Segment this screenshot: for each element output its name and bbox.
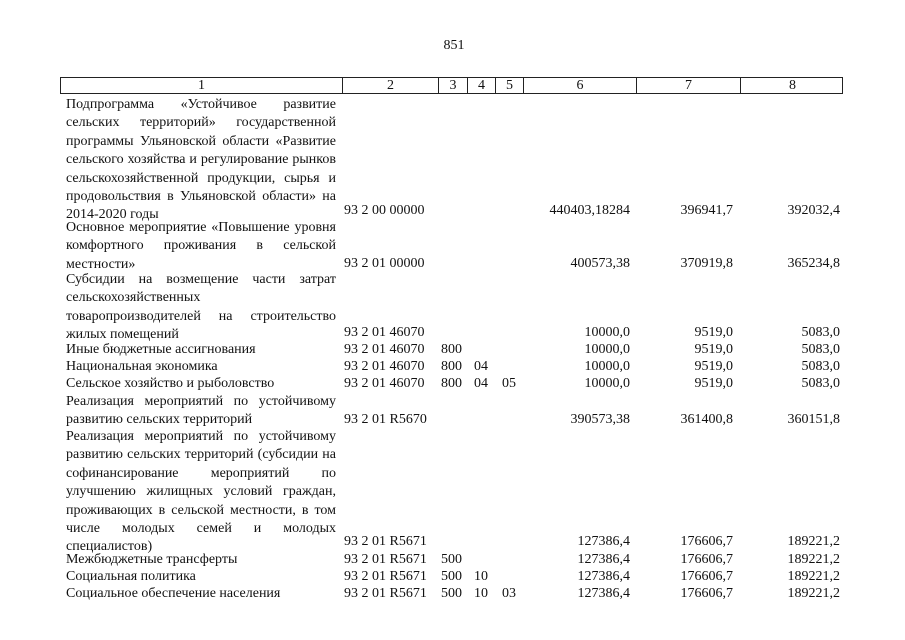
row-value-8: 5083,0 (801, 325, 840, 340)
row-value-6: 127386,4 (577, 552, 630, 567)
row-value-8: 5083,0 (801, 376, 840, 391)
row-description: Сельское хозяйство и рыболовство (66, 376, 275, 391)
row-value-8: 5083,0 (801, 359, 840, 374)
column-header-5: 5 (496, 78, 524, 93)
row-code: 93 2 01 46070 (344, 359, 425, 374)
row-description: Межбюджетные трансферты (66, 552, 238, 567)
row-value-8: 360151,8 (787, 412, 840, 427)
column-header-8: 8 (789, 78, 796, 93)
row-col4: 10 (474, 569, 488, 584)
column-header-7: 7 (637, 78, 741, 93)
row-value-6: 127386,4 (577, 569, 630, 584)
row-description: Реализация мероприятий по устойчивому развитию сельских территорий (66, 394, 336, 428)
row-value-6: 10000,0 (584, 325, 630, 340)
row-code: 93 2 01 46070 (344, 325, 425, 340)
row-col4: 10 (474, 586, 488, 601)
row-value-6: 390573,38 (570, 412, 630, 427)
row-value-7: 9519,0 (694, 376, 733, 391)
row-col3: 800 (441, 342, 462, 357)
row-value-7: 176606,7 (680, 534, 733, 549)
row-value-7: 176606,7 (680, 569, 733, 584)
row-value-8: 392032,4 (787, 203, 840, 218)
row-value-6: 10000,0 (584, 342, 630, 357)
row-description: Социальное обеспечение населения (66, 586, 281, 601)
row-value-8: 189221,2 (787, 534, 840, 549)
row-code: 93 2 01 R5671 (344, 586, 427, 601)
row-code: 93 2 00 00000 (344, 203, 425, 218)
row-description: Иные бюджетные ассигнования (66, 342, 256, 357)
row-col4: 04 (474, 359, 488, 374)
row-col5: 05 (502, 376, 516, 391)
row-value-6: 10000,0 (584, 376, 630, 391)
row-value-7: 176606,7 (680, 552, 733, 567)
column-header-2: 2 (343, 78, 439, 93)
row-col3: 500 (441, 569, 462, 584)
row-description: Подпрограмма «Устойчивое развитие сельских территорий» государственной программы Ульяновской области «Развитие сельского хозяйства и регулирование рынков сельскохозяйственной продукции, сырья и продовольствия в Ульяновской области» на 2014-2020 годы (66, 97, 336, 223)
row-value-7: 396941,7 (680, 203, 733, 218)
row-code: 93 2 01 00000 (344, 256, 425, 271)
row-value-8: 189221,2 (787, 586, 840, 601)
row-value-8: 365234,8 (787, 256, 840, 271)
row-value-8: 5083,0 (801, 342, 840, 357)
row-value-8: 189221,2 (787, 552, 840, 567)
row-value-8: 189221,2 (787, 569, 840, 584)
row-value-7: 370919,8 (680, 256, 733, 271)
row-description: Социальная политика (66, 569, 196, 584)
row-code: 93 2 01 R5671 (344, 569, 427, 584)
row-col5: 03 (502, 586, 516, 601)
row-code: 93 2 01 46070 (344, 342, 425, 357)
row-code: 93 2 01 R5671 (344, 534, 427, 549)
row-code: 93 2 01 R5670 (344, 412, 427, 427)
row-col3: 800 (441, 376, 462, 391)
row-value-7: 9519,0 (694, 325, 733, 340)
column-header-1: 1 (61, 78, 343, 93)
row-description: Реализация мероприятий по устойчивому развитию сельских территорий (субсидии на софинансирование мероприятий по улучшению жилищных условий граждан, проживающих в сельской местности, в том числе молодых семей и молодых специалистов) (66, 429, 336, 555)
table-header (60, 77, 843, 94)
row-code: 93 2 01 46070 (344, 376, 425, 391)
row-value-6: 127386,4 (577, 586, 630, 601)
row-description: Основное мероприятие «Повышение уровня комфортного проживания в сельской местности» (66, 220, 336, 272)
row-col3: 800 (441, 359, 462, 374)
row-col3: 500 (441, 552, 462, 567)
row-value-7: 361400,8 (680, 412, 733, 427)
row-value-7: 9519,0 (694, 359, 733, 374)
page-number: 851 (443, 38, 465, 53)
row-description: Национальная экономика (66, 359, 218, 374)
row-col3: 500 (441, 586, 462, 601)
row-description: Субсидии на возмещение части затрат сельскохозяйственных товаропроизводителей на строительство жилых помещений (66, 272, 336, 343)
row-value-7: 176606,7 (680, 586, 733, 601)
row-value-6: 400573,38 (570, 256, 630, 271)
row-value-6: 10000,0 (584, 359, 630, 374)
row-code: 93 2 01 R5671 (344, 552, 427, 567)
row-value-6: 440403,18284 (549, 203, 630, 218)
column-header-6: 6 (524, 78, 637, 93)
column-header-4: 4 (468, 78, 496, 93)
row-value-7: 9519,0 (694, 342, 733, 357)
row-value-6: 127386,4 (577, 534, 630, 549)
row-col4: 04 (474, 376, 488, 391)
column-header-3: 3 (439, 78, 468, 93)
